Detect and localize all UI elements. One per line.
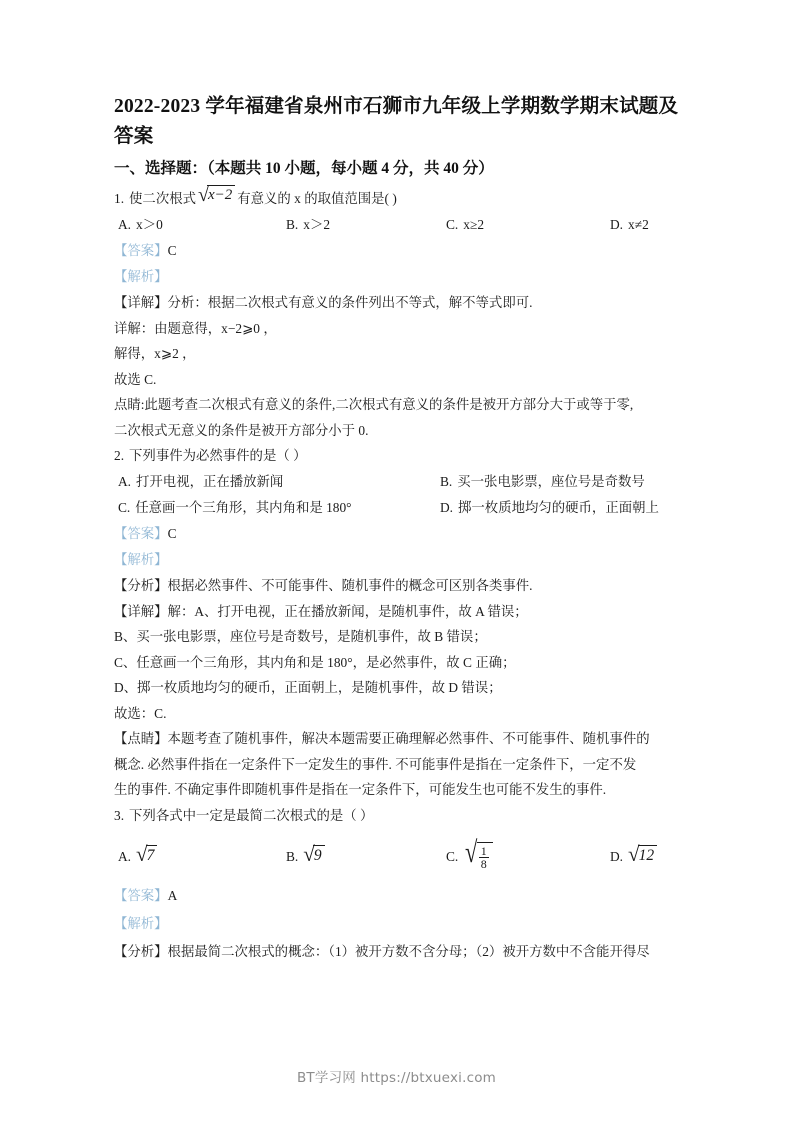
- question-2-explanation-line-7: 【点睛】本题考查了随机事件，解决本题需要正确理解必然事件、不可能事件、随机事件的: [114, 731, 650, 746]
- option-2-b[interactable]: [440, 469, 645, 495]
- option-text: 掷一枚质地均匀的硬币，正面朝上: [458, 500, 659, 515]
- question-1-analysis-tag: [114, 264, 680, 290]
- question-3-options: [114, 835, 680, 879]
- question-1-number: 1.: [114, 191, 125, 206]
- question-3-explanation-line-1: 【分析】根据最简二次根式的概念：（1）被开方数不含分母；（2）被开方数中不含能开得尽: [114, 943, 650, 959]
- radicand: 7: [146, 845, 158, 865]
- footer-site-name: BT学习网: [296, 1070, 356, 1086]
- option-label: A.: [118, 474, 132, 489]
- radical-one-eighth: [463, 835, 492, 872]
- option-label: A.: [118, 217, 132, 232]
- question-2-answer-line: [114, 521, 680, 547]
- question-3-stem: [114, 803, 680, 829]
- option-3-d[interactable]: [610, 835, 657, 879]
- answer-tag: 【答案】: [114, 243, 168, 258]
- option-text: x＞0: [136, 217, 163, 232]
- answer-value: C: [167, 526, 177, 541]
- analysis-tag: 【解析】: [114, 552, 168, 567]
- option-text: x≠2: [628, 217, 649, 232]
- question-2-explanation-line-4: C、任意画一个三角形，其内角和是 180°，是必然事件，故 C 正确；: [114, 654, 516, 670]
- option-text: x＞2: [303, 217, 331, 232]
- radical-sign-icon: √: [303, 842, 315, 866]
- question-3-analysis-tag: [114, 911, 680, 937]
- radicand: 9: [313, 845, 325, 865]
- option-3-c[interactable]: [446, 835, 493, 879]
- option-2-c[interactable]: [118, 495, 352, 521]
- option-label: A.: [118, 848, 132, 864]
- question-2-stem: [114, 443, 680, 469]
- question-1-explanation-line-2: 详解：由题意得，x−2⩾0 ，: [114, 320, 277, 336]
- option-text: 打开电视，正在播放新闻: [136, 474, 284, 489]
- question-1-explanation-line-4: 故选 C.: [114, 371, 157, 387]
- question-1-stem-before: 使二次根式: [129, 191, 196, 206]
- question-1-answer-line: [114, 238, 680, 264]
- question-2-explanation-line-5: D、掷一枚质地均匀的硬币，正面朝上，是随机事件，故 D 错误；: [114, 680, 502, 695]
- option-text: x≥2: [463, 217, 485, 232]
- question-2-explanation-line-9: 生的事件. 不确定事件即随机事件是指在一定条件下，可能发生也可能不发生的事件.: [114, 782, 607, 797]
- fraction-denominator: 8: [480, 857, 487, 872]
- option-label: D.: [440, 500, 454, 515]
- question-2-explanation-line-3: B、买一张电影票，座位号是奇数号，是随机事件，故 B 错误；: [114, 629, 487, 644]
- option-1-a[interactable]: [118, 212, 163, 238]
- question-2-options-row-2: [114, 495, 680, 521]
- question-1-explanation-line-3: 解得，x⩾2 ，: [114, 346, 196, 361]
- answer-value: A: [167, 887, 178, 903]
- question-1-explanation-line-6: 二次根式无意义的条件是被开方部分小于 0.: [114, 422, 369, 438]
- radical-sign-icon: √: [465, 835, 478, 869]
- option-label: C.: [446, 217, 459, 232]
- question-2-analysis-tag: [114, 547, 680, 573]
- page-title: 2022-2023 学年福建省泉州市石狮市九年级上学期数学期末试题及答案: [114, 96, 679, 147]
- question-2-explanation-line-1: 【分析】根据必然事件、不可能事件、随机事件的概念可区别各类事件.: [114, 578, 533, 593]
- question-1-explanation-line-1: 【详解】分析：根据二次根式有意义的条件列出不等式，解不等式即可.: [114, 295, 533, 310]
- analysis-tag: 【解析】: [114, 269, 168, 284]
- footer-watermark: [0, 1066, 793, 1086]
- answer-tag: 【答案】: [114, 526, 168, 541]
- option-3-b[interactable]: [286, 835, 325, 879]
- option-2-d[interactable]: [440, 495, 659, 521]
- question-2-options-row-1: [114, 469, 680, 495]
- option-label: B.: [440, 474, 453, 489]
- option-1-b[interactable]: [286, 212, 330, 238]
- question-2-explanation-line-2: 【详解】解：A、打开电视，正在播放新闻，是随机事件，故 A 错误；: [114, 603, 528, 619]
- radical-x-minus-2: [198, 184, 235, 204]
- question-1-options: [114, 212, 680, 238]
- document-body: [114, 92, 680, 964]
- question-1-stem: [114, 186, 680, 212]
- section-heading: 一、选择题：（本题共 10 小题，每小题 4 分，共 40 分）: [114, 160, 494, 177]
- option-label: D.: [610, 848, 624, 864]
- option-text: 任意画一个三角形，其内角和是 180°: [135, 500, 352, 515]
- option-1-c[interactable]: [446, 212, 484, 238]
- answer-tag: 【答案】: [114, 887, 168, 903]
- radical-9: [303, 842, 324, 867]
- radical-sign-icon: √: [136, 842, 148, 866]
- radical-12: [628, 842, 657, 867]
- footer-url: https://btxuexi.com: [360, 1070, 497, 1086]
- option-label: D.: [610, 217, 624, 232]
- fraction-numerator: 1: [480, 843, 487, 858]
- option-3-a[interactable]: [118, 835, 157, 879]
- radicand: x−2: [207, 185, 235, 204]
- option-label: C.: [118, 500, 131, 515]
- radicand: [477, 842, 493, 872]
- option-1-d[interactable]: [610, 212, 649, 238]
- radical-sign-icon: √: [198, 184, 209, 206]
- option-label: B.: [286, 217, 299, 232]
- analysis-tag: 【解析】: [114, 915, 168, 931]
- option-2-a[interactable]: [118, 469, 283, 495]
- fraction-one-eighth: [478, 845, 490, 872]
- option-label: B.: [286, 848, 299, 864]
- radicand: 12: [638, 845, 658, 865]
- question-2-stem-text: 下列事件为必然事件的是（ ）: [129, 448, 307, 463]
- question-3-stem-text: 下列各式中一定是最简二次根式的是（ ）: [129, 807, 374, 823]
- option-text: 买一张电影票，座位号是奇数号: [457, 474, 645, 489]
- question-1-explanation-line-5: 点睛:此题考查二次根式有意义的条件,二次根式有意义的条件是被开方部分大于或等于零,: [114, 397, 634, 412]
- question-2-explanation-line-6: 故选：C.: [114, 705, 167, 721]
- question-3-number: 3.: [114, 807, 125, 823]
- question-2-number: 2.: [114, 448, 125, 463]
- radical-7: [136, 842, 157, 867]
- question-1-stem-after: 有意义的 x 的取值范围是( ): [237, 191, 397, 206]
- option-label: C.: [446, 848, 459, 864]
- answer-value: C: [167, 243, 177, 258]
- question-2-explanation-line-8: 概念. 必然事件指在一定条件下一定发生的事件. 不可能事件是指在一定条件下，一定不发: [114, 756, 637, 772]
- radical-sign-icon: √: [628, 842, 640, 866]
- question-3-answer-line: [114, 883, 680, 909]
